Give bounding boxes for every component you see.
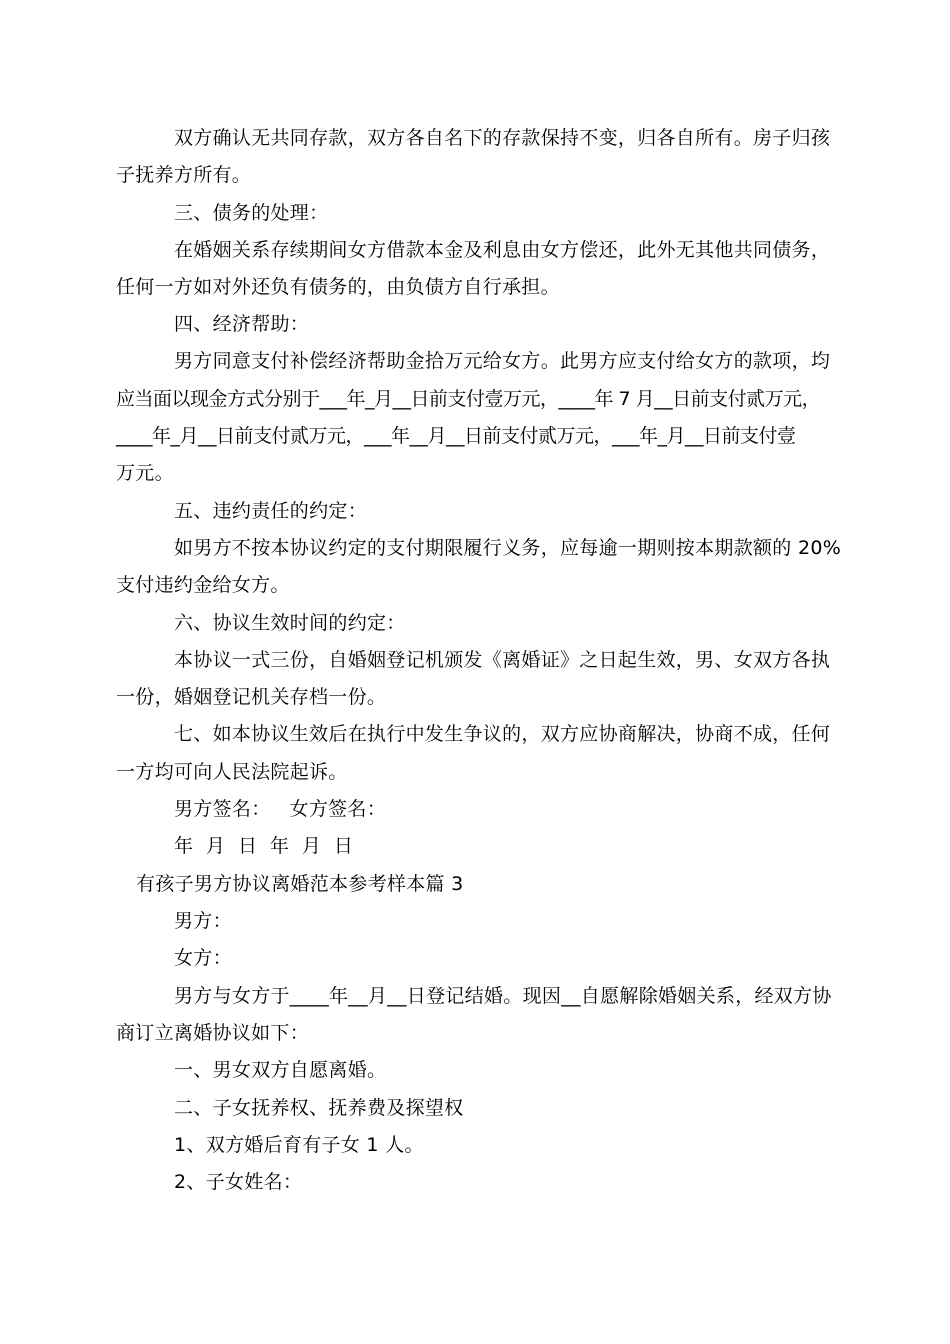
clause-line: 2、子女姓名： — [174, 1171, 303, 1193]
section-heading: 四、经济帮助： — [174, 313, 310, 335]
clause-line: 一、男女双方自愿离婚。 — [174, 1059, 387, 1081]
paragraph-line: 如男方不按本协议约定的支付期限履行义务，应每逾一期则按本期款额的 20% — [174, 537, 842, 559]
paragraph-line: 双方确认无共同存款，双方各自名下的存款保持不变，归各自所有。房子归孩 — [174, 127, 831, 149]
paragraph-line: 子抚养方所有。 — [116, 164, 252, 186]
paragraph-line: 应当面以现金方式分别于___年_月__日前支付壹万元，____年 7 月__日前支付贰万元， — [116, 388, 821, 410]
paragraph-line: ____年_月__日前支付贰万元，___年__月__日前支付贰万元，___年_月__日前支付壹 — [116, 425, 796, 447]
date-line: 年 月 日 年 月 日 — [174, 835, 354, 857]
section-heading: 六、协议生效时间的约定： — [174, 612, 406, 634]
paragraph-line: 一份，婚姻登记机关存档一份。 — [116, 686, 387, 708]
party-label: 男方： — [174, 910, 232, 932]
paragraph-line: 一方均可向人民法院起诉。 — [116, 761, 348, 783]
party-label: 女方： — [174, 947, 232, 969]
paragraph-line: 商订立离婚协议如下： — [116, 1022, 310, 1044]
clause-line: 二、子女抚养权、抚养费及探望权 — [174, 1097, 464, 1119]
document-subtitle: 有孩子男方协议离婚范本参考样本篇 3 — [136, 873, 464, 895]
signature-line: 男方签名： 女方签名： — [174, 798, 387, 820]
paragraph-line: 男方同意支付补偿经济帮助金拾万元给女方。此男方应支付给女方的款项，均 — [174, 350, 831, 372]
clause-line: 1、双方婚后育有子女 1 人。 — [174, 1134, 424, 1156]
section-heading: 五、违约责任的约定： — [174, 500, 368, 522]
paragraph-line: 男方与女方于____年__月__日登记结婚。现因__自愿解除婚姻关系，经双方协 — [174, 985, 832, 1007]
paragraph-line: 任何一方如对外还负有债务的，由负债方自行承担。 — [116, 276, 560, 298]
paragraph-line: 本协议一式三份，自婚姻登记机颁发《离婚证》之日起生效，男、女双方各执 — [174, 649, 831, 671]
paragraph-line: 在婚姻关系存续期间女方借款本金及利息由女方偿还，此外无其他共同债务， — [174, 239, 831, 261]
paragraph-line: 万元。 — [116, 462, 174, 484]
paragraph-line: 支付违约金给女方。 — [116, 574, 290, 596]
paragraph-line: 七、如本协议生效后在执行中发生争议的，双方应协商解决，协商不成，任何 — [174, 723, 831, 745]
section-heading: 三、债务的处理： — [174, 202, 329, 224]
